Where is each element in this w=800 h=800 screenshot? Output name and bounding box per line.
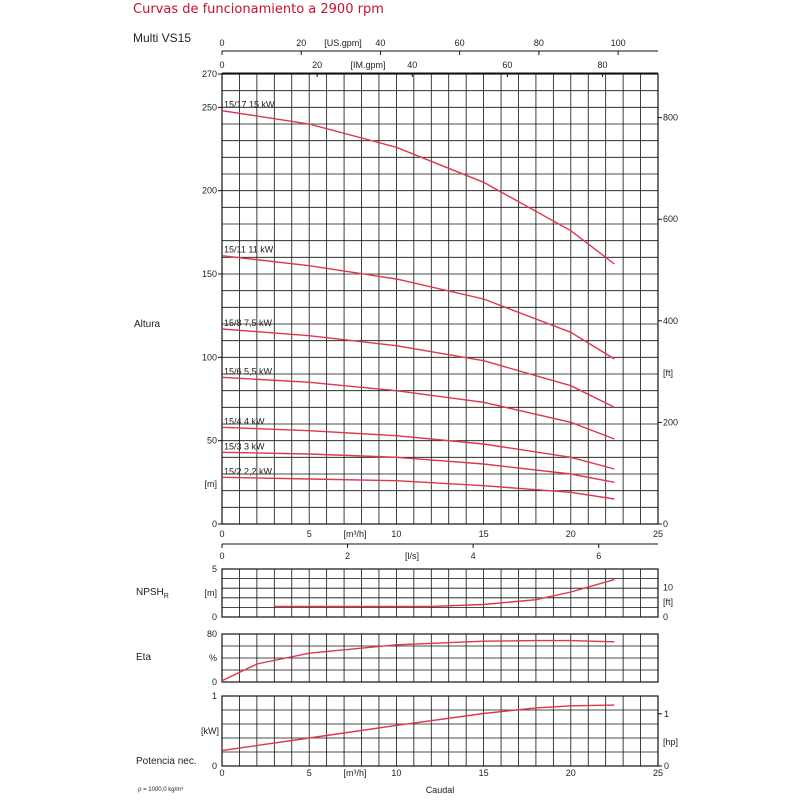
head-ft-tick-label: 600 (663, 214, 679, 225)
eta-unit-label: % (208, 653, 217, 663)
npsh-label-main: NPSH (136, 587, 164, 598)
head-curve (222, 427, 614, 469)
density-note: ρ = 1000,0 kg/m³ (138, 787, 184, 793)
head-ft-tick-label: 400 (663, 315, 679, 326)
head-ft-tick-label: 200 (663, 417, 679, 428)
npsh-ytick-label: 5 (211, 564, 217, 574)
us-gpm-tick-label: 0 (219, 38, 225, 48)
power-ytick-label: 0 (211, 761, 217, 771)
us-gpm-unit-label: [US.gpm] (324, 38, 362, 48)
power-curve (222, 705, 614, 751)
head-curve-label: 15/6 5,5 kW (224, 366, 273, 377)
chart-title: Curvas de funcionamiento a 2900 rpm (133, 2, 384, 17)
im-gpm-tick-label: 40 (407, 60, 418, 70)
flow-bottom-tick-label: 20 (565, 768, 576, 778)
eta-curve (222, 641, 614, 681)
head-unit-left: [m] (204, 479, 217, 489)
npsh-curve (274, 580, 614, 607)
flow-unit-label: [m³/h] (343, 529, 367, 539)
power-hp-tick-label: 1 (664, 708, 670, 719)
head-ytick-label: 150 (201, 269, 217, 279)
head-curve-label: 15/11 11 kW (224, 244, 274, 255)
im-gpm-unit-label: [IM.gpm] (350, 60, 386, 70)
power-unit-right: [hp] (663, 737, 679, 747)
eta-label: Eta (136, 652, 152, 663)
flow-bottom-tick-label: 10 (391, 768, 402, 778)
power-grid-frame (222, 696, 658, 766)
us-gpm-tick-label: 80 (533, 38, 544, 48)
im-gpm-tick-label: 20 (312, 60, 323, 70)
head-curve-label: 15/2 2,2 kW (224, 466, 273, 477)
ls-tick-label: 2 (345, 551, 351, 561)
us-gpm-tick-label: 100 (610, 38, 626, 48)
npsh-label-sub: R (163, 593, 169, 600)
npsh-unit-left: [m] (204, 588, 217, 598)
power-ytick-label: 1 (211, 691, 217, 701)
npsh-ft-tick-label: 10 (663, 582, 674, 593)
im-gpm-tick-label: 60 (502, 60, 513, 70)
head-curve (222, 477, 614, 499)
im-gpm-tick-label: 80 (597, 60, 608, 70)
head-ft-tick-label: 0 (663, 519, 669, 529)
head-ft-tick-label: 800 (663, 112, 679, 123)
head-ytick-label: 100 (201, 352, 217, 363)
flow-tick-label: 10 (391, 529, 402, 539)
power-hp-tick-label: 0 (664, 761, 670, 771)
altura-label: Altura (134, 319, 161, 330)
potencia-label: Potencia nec. (136, 756, 197, 767)
flow-caption: Caudal (425, 785, 455, 795)
head-curve-label: 15/3 3 kW (224, 441, 265, 452)
npsh-ft-tick-label: 0 (663, 612, 669, 622)
us-gpm-tick-label: 40 (375, 38, 386, 48)
flow-bottom-tick-label: 0 (219, 768, 225, 778)
npsh-ytick-label: 0 (211, 612, 217, 622)
head-ytick-label: 50 (206, 435, 217, 446)
ls-unit-label: [l/s] (404, 551, 420, 561)
head-ytick-label: 0 (211, 519, 217, 529)
head-ytick-label: 250 (201, 102, 217, 113)
npsh-grid-frame (222, 569, 658, 617)
flow-tick-label: 25 (652, 529, 664, 539)
ls-tick-label: 0 (219, 551, 225, 561)
flow-tick-label: 20 (565, 529, 576, 539)
head-curve-label: 15/4 4 kW (224, 416, 265, 427)
flow-bottom-tick-label: 15 (478, 768, 489, 778)
head-ytick-label: 270 (201, 69, 217, 79)
head-curve-label: 15/8 7,5 kW (224, 318, 273, 328)
flow-tick-label: 0 (219, 529, 225, 539)
npsh-unit-right: [ft] (663, 597, 674, 607)
us-gpm-tick-label: 60 (454, 38, 465, 48)
us-gpm-tick-label: 20 (296, 38, 307, 48)
head-ytick-label: 200 (201, 185, 217, 196)
eta-ytick-label: 0 (211, 677, 217, 687)
head-curve-label: 15/17 15 kW (224, 99, 275, 110)
flow-bottom-tick-label: 5 (306, 768, 312, 778)
power-unit-left: [kW] (201, 726, 219, 736)
head-grid-frame (222, 74, 658, 524)
flow-bottom-tick-label: 25 (652, 768, 664, 778)
flow-tick-label: 15 (478, 529, 489, 539)
eta-ytick-label: 80 (206, 629, 217, 639)
ls-tick-label: 6 (596, 551, 602, 561)
im-gpm-tick-label: 0 (219, 60, 225, 70)
model-name: Multi VS15 (133, 31, 192, 45)
ls-tick-label: 4 (470, 551, 476, 561)
flow-bottom-unit-label: [m³/h] (343, 768, 367, 778)
head-unit-right: [ft] (663, 368, 674, 378)
flow-tick-label: 5 (306, 529, 312, 539)
